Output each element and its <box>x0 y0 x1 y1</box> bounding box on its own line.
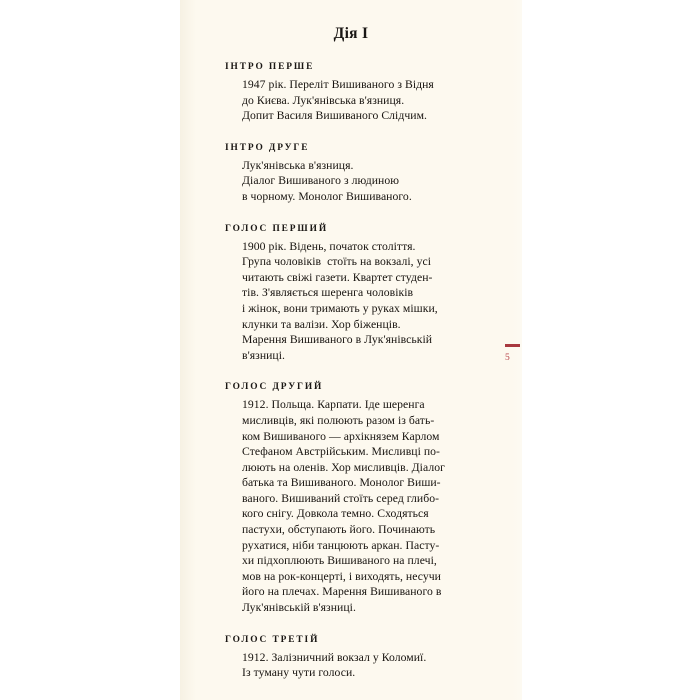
scene-line: люють на оленів. Хор мисливців. Діалог <box>242 460 445 474</box>
scene-line: читають свіжі газети. Квартет студен- <box>242 270 433 284</box>
scene-heading: ІНТРО ПЕРШЕ <box>225 62 315 72</box>
scene-block <box>225 61 495 124</box>
scene-line: батька та Вишиваного. Монолог Виши- <box>242 476 441 490</box>
scene-description <box>225 239 495 364</box>
scene-line: в'язниці. <box>242 348 285 362</box>
scene-block <box>225 142 495 205</box>
scene-line: Марення Вишиваного в Лук'янівській <box>242 333 433 347</box>
scene-line: Допит Василя Вишиваного Слідчим. <box>242 109 428 123</box>
scene-line: мисливців, які полюють разом із бать- <box>242 413 435 427</box>
scene-heading: ГОЛОС ПЕРШИЙ <box>225 223 329 234</box>
scene-line: рухатися, ніби танцюють аркан. Пасту- <box>242 538 440 552</box>
scene-line: хи підхоплюють Вишиваного на плечі, <box>242 554 437 568</box>
scene-heading: ГОЛОС ТРЕТІЙ <box>225 634 320 645</box>
scene-line: кого снігу. Довкола темно. Сходяться <box>242 507 429 521</box>
scene-line: і жінок, вони тримають у руках мішки, <box>242 301 438 315</box>
scene-line: мов на рок-концерті, і виходять, несучи <box>242 569 441 583</box>
scene-line: ком Вишиваного — архікнязем Карлом <box>242 429 440 443</box>
page-text-block <box>225 0 495 681</box>
scene-line: 1947 рік. Переліт Вишиваного з Відня <box>242 78 434 91</box>
scene-block <box>225 634 495 681</box>
scene-line: тів. З'являється шеренга чоловіків <box>242 286 414 300</box>
scene-list <box>225 61 495 681</box>
scene-line: Група чоловіків стоїть на вокзалі, усі <box>242 255 432 269</box>
scene-line: до Києва. Лук'янівська в'язниця. <box>242 93 405 107</box>
scene-line: в чорному. Монолог Вишиваного. <box>242 189 412 203</box>
scene-line: ваного. Вишиваний стоїть серед глибо- <box>242 491 440 505</box>
scene-line: 1900 рік. Відень, початок століття. <box>242 239 416 253</box>
scene-line: його на плечах. Марення Вишиваного в <box>242 585 442 599</box>
scene-description <box>225 650 495 681</box>
scene-line: Із туману чути голоси. <box>242 666 356 680</box>
scene-line: клунки та валізи. Хор біженців. <box>242 317 401 331</box>
page-number: 5 <box>505 352 510 363</box>
scene-description <box>225 158 495 205</box>
scene-line: Лук'янівська в'язниця. <box>242 158 354 172</box>
scene-line: пастухи, обступають його. Починають <box>242 523 436 537</box>
folio-rule <box>505 344 520 347</box>
scene-line: Діалог Вишиваного з людиною <box>242 174 400 188</box>
scene-block <box>225 381 495 615</box>
scene-block <box>225 223 495 364</box>
scene-heading: ГОЛОС ДРУГИЙ <box>225 382 324 393</box>
scene-line: Стефаном Австрійським. Мисливці по- <box>242 445 441 459</box>
chapter-title: Дія I <box>333 25 369 42</box>
scene-line: 1912. Залізничний вокзал у Коломиї. <box>242 650 427 664</box>
book-page <box>180 0 522 700</box>
scene-line: 1912. Польща. Карпати. Іде шеренга <box>242 398 425 412</box>
scene-heading: ІНТРО ДРУГЕ <box>225 142 310 153</box>
scene-description <box>225 397 495 615</box>
page-folio <box>505 344 527 363</box>
scene-description <box>225 77 495 124</box>
scene-line: Лук'янівській в'язниці. <box>242 601 356 615</box>
